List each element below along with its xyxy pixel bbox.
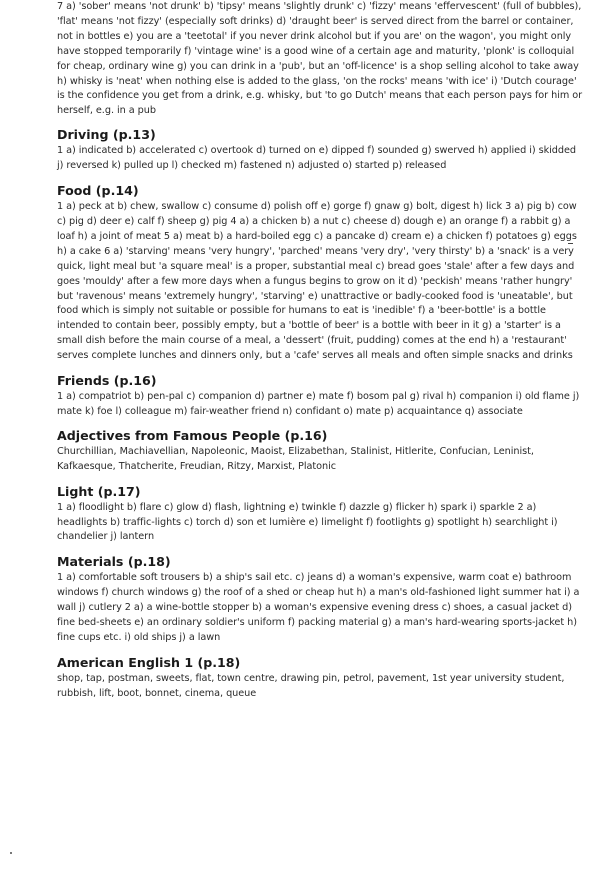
section-heading: American English 1 (p.18) bbox=[57, 654, 241, 670]
section-body: shop, tap, postman, sweets, flat, town centre, drawing pin, petrol, pavement, 1st year university student, rubbish, lift, boot, bonnet, cinema, queue bbox=[57, 672, 565, 699]
scan-speck bbox=[10, 852, 12, 854]
section-light bbox=[57, 483, 585, 546]
section-adjectives-famous-people bbox=[57, 427, 585, 475]
section-heading: Friends (p.16) bbox=[57, 373, 157, 389]
section-body: 1 a) compatriot b) pen-pal c) companion d) partner e) mate f) bosom pal g) rival h) companion i) old flame j) mate k) foe l) colleague m) fair-weather friend n) confidant o) mate p) acquaintance q) associate bbox=[57, 391, 580, 417]
section-heading: Materials (p.18) bbox=[57, 554, 171, 570]
drinks-answers-continued: 7 a) 'sober' means 'not drunk' b) 'tipsy' means 'slightly drunk' c) 'fizzy' means 'effervescent' (full of bubbles), 'flat' means 'not fizzy' (especially soft drinks) d) 'draught beer' is served direct from the barrel or container, not in bottles e) you are a 'teetotal' if you never drink alcohol but if you are' on the wagon', you might only have stopped temporarily f) 'vintage wine' is a good wine of a certain age and maturity, 'plonk' is colloquial for cheap, ordinary wine g) you can drink in a 'pub', but an 'off-licence' is a shop selling alcohol to take away h) whisky is 'neat' when nothing else is added to the glass, 'on the rocks' means 'with ice' i) 'Dutch courage' is the confidence you get from a drink, e.g. whisky, but 'to go Dutch' means that each person pays for him or herself, e.g. in a pub bbox=[57, 1, 583, 117]
section-heading: Driving (p.13) bbox=[57, 127, 156, 143]
answer-key-page bbox=[57, 0, 585, 702]
section-body: 1 a) comfortable soft trousers b) a ship's sail etc. c) jeans d) a woman's expensive, warm coat e) bathroom windows f) church windows g) the roof of a shed or cheap hut h) a man's old-fashioned light summer hat i) a wall j) cutlery 2 a) a wine-bottle stopper b) a woman's expensive evening dress c) shoes, a casual jacket d) fine bed-sheets e) an ordinary soldier's uniform f) packing material g) a man's hard-wearing sports-jacket h) fine cups etc. i) old ships j) a lawn bbox=[57, 572, 580, 643]
section-body: 1 a) peck at b) chew, swallow c) consume d) polish off e) gorge f) gnaw g) bolt, digest h) lick 3 a) pig b) cow c) pig d) deer e) calf f) sheep g) pig 4 a) a chicken b) a nut c) cheese d) dough e) an orange f) a rabbit g) a loaf h) a joint of meat 5 a) meat b) a hard-boiled egg c) a pancake d) cream e) a chicken f) potatoes g) eggs h) a cake 6 a) 'starving' means 'very hungry', 'parched' means 'very dry', 'very thirsty' b) a 'snack' is a very quick, light meal but 'a square meal' is a proper, substantial meal c) bread goes 'stale' after a few days and goes 'mouldy' after a few more days when a fungus begins to grow on it d) 'peckish' means 'rather hungry' but 'ravenous' means 'extremely hungry', 'starving' e) unattractive or badly-cooked food is 'uneatable', but food which is simply not suitable or possible for humans to eat is 'inedible' f) a 'beer-bottle' is a bottle intended to contain beer, possibly empty, but a 'bottle of beer' is a bottle with beer in it g) a 'starter' is a small dish before the main course of a meal, a 'dessert' (fruit, pudding) comes at the end h) a 'restaurant' serves complete lunches and dinners only, but a 'cafe' serves all meals and often simple snacks and drinks bbox=[57, 201, 577, 362]
section-food bbox=[57, 182, 585, 364]
section-friends bbox=[57, 372, 585, 420]
scan-speck bbox=[568, 243, 573, 244]
section-materials bbox=[57, 553, 585, 646]
section-body: Churchillian, Machiavellian, Napoleonic, Maoist, Elizabethan, Stalinist, Hitlerite, Confucian, Leninist, Kafkaesque, Thatcherite, Freudian, Ritzy, Marxist, Platonic bbox=[57, 445, 534, 472]
section-heading: Adjectives from Famous People (p.16) bbox=[57, 427, 328, 443]
section-body: 1 a) floodlight b) flare c) glow d) flash, lightning e) twinkle f) dazzle g) flicker h) spark i) sparkle 2 a) headlights b) traffic-lights c) torch d) son et lumière e) limelight f) footlights g) spotlight h) searchlight i) chandelier j) lantern bbox=[57, 501, 558, 543]
section-body: 1 a) indicated b) accelerated c) overtook d) turned on e) dipped f) sounded g) swerved h) applied i) skidded j) reversed k) pulled up l) checked m) fastened n) adjusted o) started p) released bbox=[57, 145, 577, 172]
section-heading: Food (p.14) bbox=[57, 183, 139, 199]
section-driving bbox=[57, 126, 585, 174]
section-american-english bbox=[57, 654, 585, 702]
section-heading: Light (p.17) bbox=[57, 483, 141, 499]
